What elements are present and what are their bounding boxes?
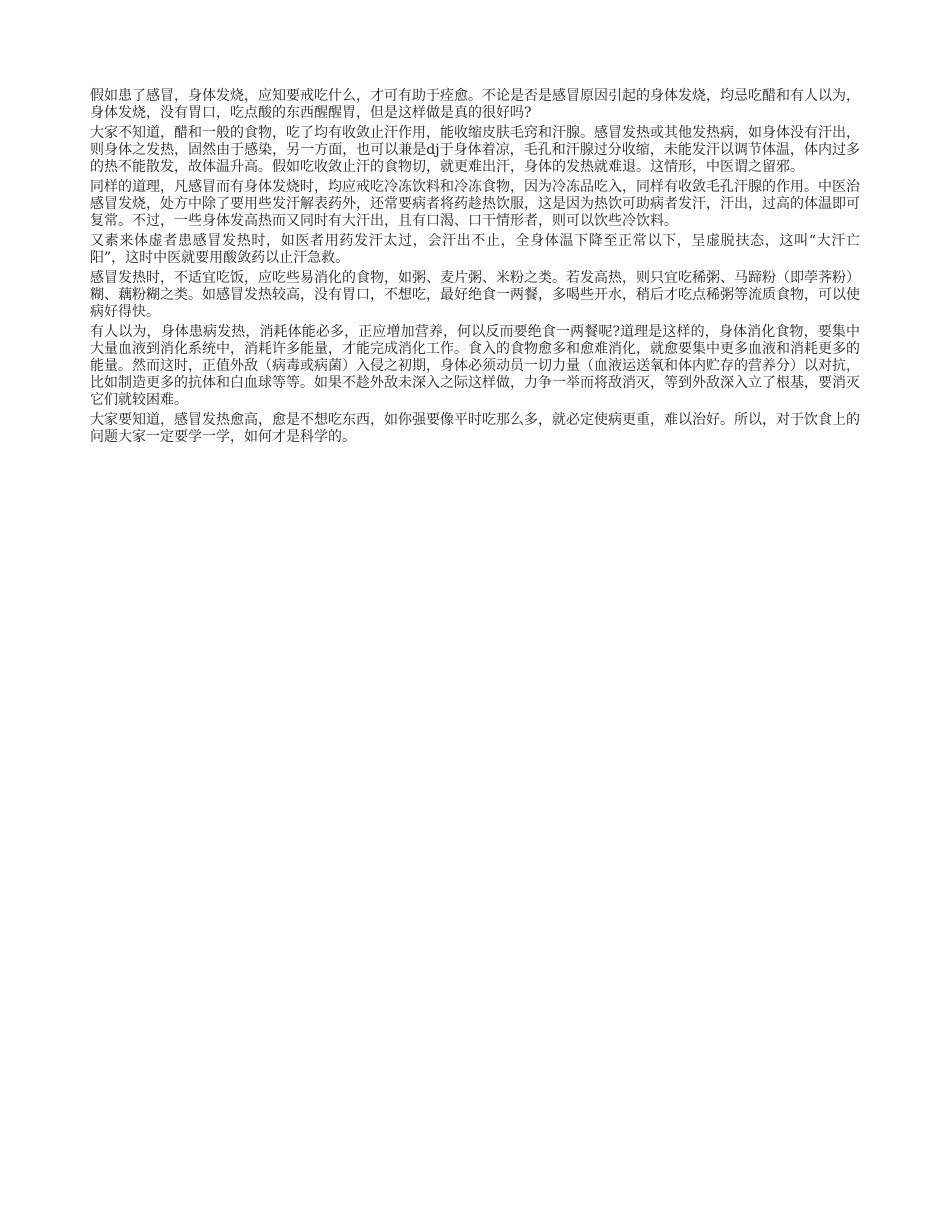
paragraph-1: 假如患了感冒，身体发烧，应知要戒吃什么，才可有助于痊愈。不论是否是感冒原因引起的身体发烧，均忌吃醋和有人以为，身体发烧，没有胃口，吃点酸的东西醒醒胃，但是这样做是真的很好吗?: [90, 88, 860, 121]
paragraph-2: 大家不知道，醋和一般的食物，吃了均有收敛止汗作用，能收缩皮肤毛窍和汗腺。感冒发热或其他发热病，如身体没有汗出，则身体之发热，固然由于感染，另一方面，也可以兼是dj于身体着凉，毛孔和汗腺过分收缩，未能发汗以调节体温，体内过多的热不能散发，故体温升高。假如吃收敛止汗的食物切，就更难出汗，身体的发热就难退。这情形，中医谓之留邪。: [90, 125, 860, 175]
document-body: [90, 88, 860, 449]
paragraph-4: 又素来体虚者患感冒发热时，如医者用药发汗太过，会汗出不止，全身体温下降至正常以下，呈虚脱扶态，这叫“大汗亡阳”，这时中医就要用酸敛药以止汗急救。: [90, 233, 860, 266]
paragraph-3: 同样的道理，凡感冒而有身体发烧时，均应戒吃冷冻饮料和冷冻食物，因为冷冻品吃入，同样有收敛毛孔汗腺的作用。中医治感冒发烧，处方中除了要用些发汗解表药外，还常要病者将药趁热饮服，这是因为热饮可助病者发汗，汗出，过高的体温即可复常。不过，一些身体发高热而又同时有大汗出，且有口渴、口干情形者，则可以饮些冷饮料。: [90, 179, 860, 229]
paragraph-6: 有人以为，身体患病发热，消耗体能必多，正应增加营养，何以反而要绝食一两餐呢?道理是这样的，身体消化食物，要集中大量血液到消化系统中，消耗许多能量，才能完成消化工作。食入的食物愈多和愈难消化，就愈要集中更多血液和消耗更多的能量。然而这时，正值外敌（病毒或病菌）入侵之初期，身体必须动员一切力量（血液运送氧和体内贮存的营养分）以对抗，比如制造更多的抗体和白血球等等。如果不趁外敌未深入之际这样做，力争一举而将敌消灭，等到外敌深入立了根基，要消灭它们就较困难。: [90, 324, 860, 408]
paragraph-5: 感冒发热时，不适宜吃饭，应吃些易消化的食物，如粥、麦片粥、米粉之类。若发高热，则只宜吃稀粥、马蹄粉（即荸荠粉）糊、藕粉糊之类。如感冒发热较高，没有胃口，不想吃，最好绝食一两餐，多喝些开水，稍后才吃点稀粥等流质食物，可以使病好得快。: [90, 270, 860, 320]
paragraph-7: 大家要知道，感冒发热愈高，愈是不想吃东西，如你强要像平时吃那么多，就必定使病更重，难以治好。所以，对于饮食上的问题大家一定要学一学，如何才是科学的。: [90, 412, 860, 445]
